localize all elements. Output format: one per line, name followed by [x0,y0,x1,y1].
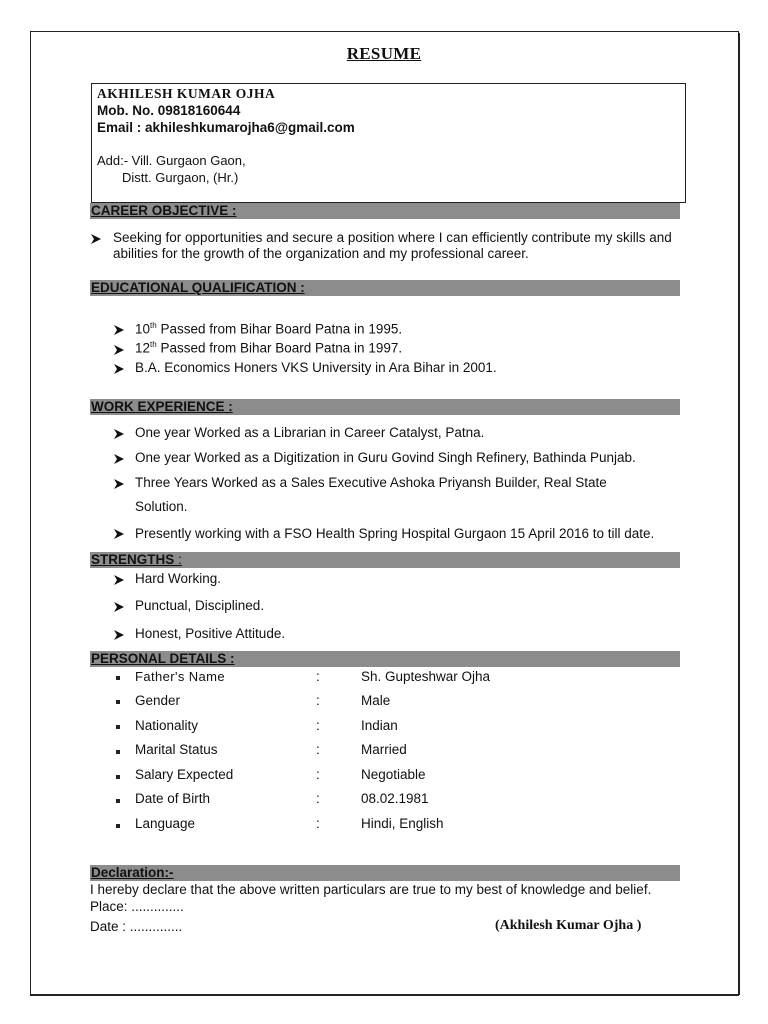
detail-value: Hindi, English [361,816,444,831]
arrow-bullet-icon [113,527,125,545]
detail-separator: : [316,742,320,757]
work-item: Presently working with a FSO Health Spring Hospital Gurgaon 15 April 2016 to till date. [135,526,655,541]
detail-value: Negotiable [361,767,426,782]
arrow-bullet-icon [113,628,125,646]
education-item: B.A. Economics Honers VKS University in Ara Bihar in 2001. [135,360,497,375]
strength-item: Honest, Positive Attitude. [135,626,286,641]
strength-item: Punctual, Disciplined. [135,598,265,613]
work-item: One year Worked as a Librarian in Career Catalyst, Patna. [135,425,485,440]
square-bullet-icon [116,750,120,754]
detail-separator: : [316,816,320,831]
section-career-objective [90,203,680,219]
declaration-date: Date : .............. [90,919,183,934]
square-bullet-icon [116,775,120,779]
detail-separator: : [316,718,320,733]
address-line-1: Add:- Vill. Gurgaon Gaon, [97,153,246,168]
detail-separator: : [316,791,320,806]
detail-value: Married [361,742,407,757]
section-heading: STRENGTHS : [91,552,182,567]
section-work-experience [90,399,680,415]
work-item: One year Worked as a Digitization in Guru Govind Singh Refinery, Bathinda Punjab. [135,450,636,465]
detail-separator: : [316,767,320,782]
page-border-shadow-right [738,33,740,995]
arrow-bullet-icon [113,452,125,470]
section-heading: PERSONAL DETAILS : [91,651,235,666]
detail-label: Date of Birth [135,791,211,806]
education-item: 12th Passed from Bihar Board Patna in 1997. [135,340,403,356]
detail-label: Gender [135,693,181,708]
strength-item: Hard Working. [135,571,222,586]
square-bullet-icon [116,725,120,729]
declaration-place: Place: .............. [90,899,184,914]
section-heading: CAREER OBJECTIVE : [91,203,237,218]
signature-name: (Akhilesh Kumar Ojha ) [495,918,642,933]
section-education [90,280,680,296]
arrow-bullet-icon [113,362,125,380]
arrow-bullet-icon [113,477,125,495]
objective-line-2: abilities for the growth of the organization and my professional career. [113,246,529,261]
detail-label: Marital Status [135,742,218,757]
mobile-number: Mob. No. 09818160644 [97,103,241,118]
square-bullet-icon [116,824,120,828]
detail-label: Father's Name [135,669,226,684]
detail-separator: : [316,669,320,684]
section-personal-details [90,651,680,667]
work-item-continuation: Solution. [135,499,188,514]
square-bullet-icon [116,676,120,680]
objective-line-1: Seeking for opportunities and secure a position where I can efficiently contribute my skills and [113,230,672,245]
detail-value: Sh. Gupteshwar Ojha [361,669,491,684]
detail-label: Salary Expected [135,767,234,782]
arrow-bullet-icon [113,600,125,618]
email-address: Email : akhileshkumarojha6@gmail.com [97,120,355,135]
page-border-shadow-bottom [30,994,739,996]
arrow-bullet-icon [113,343,125,361]
arrow-bullet-icon [113,427,125,445]
declaration-text: I hereby declare that the above written particulars are true to my best of knowledge and belief. [90,882,652,897]
detail-label: Language [135,816,196,831]
arrow-bullet-icon [113,323,125,341]
detail-value: Male [361,693,391,708]
square-bullet-icon [116,799,120,803]
section-declaration [90,865,680,881]
detail-value: Indian [361,718,398,733]
section-heading: Declaration:- [91,865,174,880]
arrow-bullet-icon [90,232,102,250]
education-item: 10th Passed from Bihar Board Patna in 1995. [135,321,403,337]
work-item: Three Years Worked as a Sales Executive Ashoka Priyansh Builder, Real State [135,475,607,490]
section-strengths [90,552,680,568]
candidate-name: AKHILESH KUMAR OJHA [97,86,276,101]
detail-value: 08.02.1981 [361,791,429,806]
detail-label: Nationality [135,718,199,733]
address-line-2: Distt. Gurgaon, (Hr.) [122,170,239,185]
square-bullet-icon [116,700,120,704]
resume-title: RESUME [346,44,422,63]
arrow-bullet-icon [113,573,125,591]
section-heading: EDUCATIONAL QUALIFICATION : [91,280,305,295]
section-heading: WORK EXPERIENCE : [91,399,233,414]
detail-separator: : [316,693,320,708]
